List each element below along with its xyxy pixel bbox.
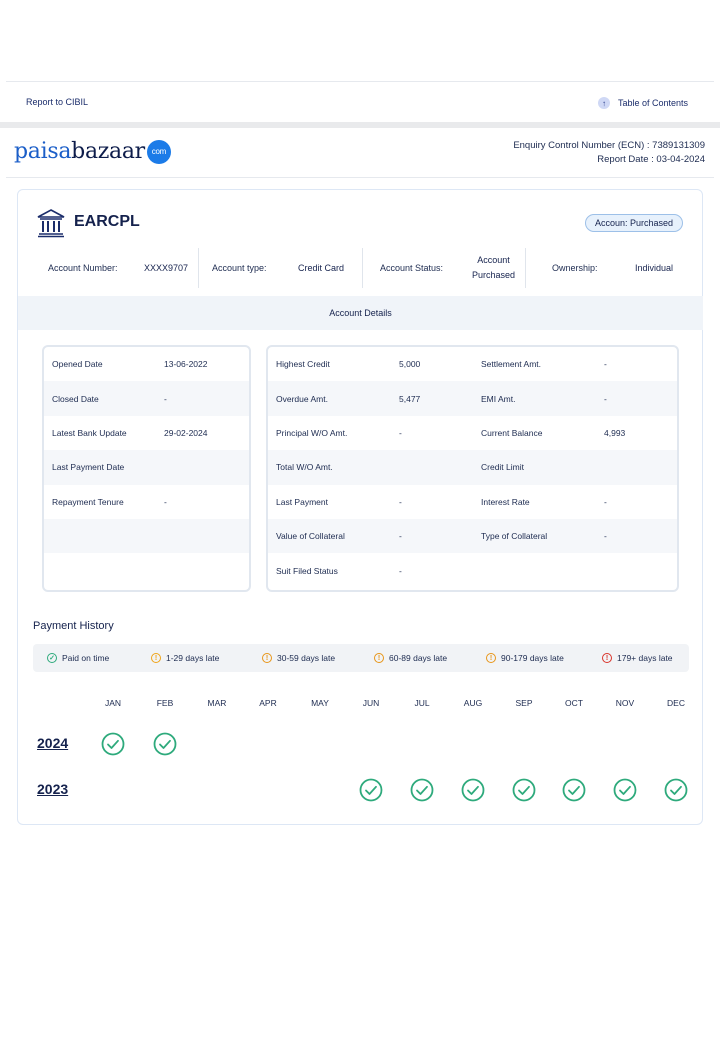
table-row [44,416,249,450]
table-row [268,381,677,415]
top-navigation-bar [6,81,714,123]
bank-icon [36,208,66,238]
detail-value: 5,000 [399,359,421,370]
account-status-label: Account Status: [380,263,444,273]
legend-label: 30-59 days late [277,653,336,663]
legend-label: 179+ days late [617,653,673,663]
detail-value: - [604,393,607,404]
legend-label: 1-29 days late [166,653,220,663]
month-label: JUN [362,698,380,708]
detail-label: Type of Collateral [481,531,548,542]
month-label: MAY [311,698,329,708]
ownership-label: Ownership: [552,263,598,273]
detail-label: Last Payment Date [52,462,125,473]
month-label: APR [259,698,277,708]
account-summary-row [18,248,704,288]
legend-item [262,653,335,663]
report-date: Report Date : 03-04-2024 [597,154,705,165]
detail-label: Closed Date [52,393,99,404]
header-divider [6,177,714,178]
paid-on-time-check-icon [153,732,177,756]
table-of-contents-label: Table of Contents [617,98,688,108]
paid-on-time-check-icon [562,778,586,802]
detail-value: 5,477 [399,393,421,404]
account-card [17,189,703,825]
paid-on-time-check-icon [613,778,637,802]
paid-on-time-check-icon [359,778,383,802]
year-label: 2023 [37,781,69,797]
paid-on-time-check-icon [410,778,434,802]
table-row [268,347,677,381]
detail-label: Credit Limit [481,462,524,473]
month-label: SEP [515,698,533,708]
account-details-heading: Account Details [18,296,703,330]
payment-legend [33,644,689,672]
legend-item [486,653,564,663]
arrow-up-icon: ↑ [598,97,610,109]
detail-label: EMI Amt. [481,393,516,404]
paid-on-time-check-icon [101,732,125,756]
logo-dot-com: com [147,140,171,164]
table-row [268,416,677,450]
month-label: MAR [207,698,227,708]
month-label: DEC [667,698,685,708]
paid-on-time-check-icon [461,778,485,802]
account-number-value: XXXX9707 [144,263,189,273]
month-label: NOV [615,698,635,708]
month-label: OCT [565,698,583,708]
exclamation-circle-icon: ! [151,653,161,663]
table-of-contents-link[interactable] [598,97,688,109]
legend-item [151,653,219,663]
detail-label: Value of Collateral [276,531,345,542]
detail-value: - [604,359,607,370]
detail-label: Last Payment [276,496,328,507]
month-label: JAN [104,698,122,708]
dates-box [42,345,251,592]
detail-value: - [399,565,402,576]
table-row [268,553,677,587]
table-row [44,450,249,484]
exclamation-circle-icon: ! [262,653,272,663]
exclamation-circle-icon: ! [374,653,384,663]
legend-item [374,653,447,663]
report-meta [513,139,705,167]
detail-label: Total W/O Amt. [276,462,333,473]
amounts-box [266,345,679,592]
detail-label: Principal W/O Amt. [276,427,348,438]
legend-item [47,653,109,663]
detail-label: Repayment Tenure [52,496,124,507]
detail-value: 29-02-2024 [164,427,208,438]
detail-label: Opened Date [52,359,103,370]
account-status-value: Account Purchased [472,255,516,280]
account-type-value: Credit Card [298,263,345,273]
exclamation-circle-icon: ! [486,653,496,663]
table-row [268,450,677,484]
payment-history-title: Payment History [33,620,114,632]
table-row [268,519,677,553]
account-type-label: Account type: [212,263,267,273]
lender-name: EARCPL [74,213,140,230]
detail-value: - [399,531,402,542]
exclamation-circle-icon: ! [602,653,612,663]
detail-label: Highest Credit [276,359,330,370]
detail-value: - [399,496,402,507]
month-label: JUL [414,698,430,708]
ownership-value: Individual [635,263,674,273]
legend-label: 60-89 days late [389,653,448,663]
detail-label: Current Balance [481,427,543,438]
detail-label: Settlement Amt. [481,359,541,370]
year-label: 2024 [37,735,69,751]
detail-label: Latest Bank Update [52,427,127,438]
section-divider [0,122,720,128]
legend-label: Paid on time [62,653,110,663]
table-row [44,347,249,381]
detail-value: - [604,531,607,542]
detail-value: - [164,393,167,404]
table-row [44,381,249,415]
table-row [268,485,677,519]
report-to-cibil-link[interactable]: Report to CIBIL [26,97,89,107]
detail-label: Overdue Amt. [276,393,328,404]
ecn-text: Enquiry Control Number (ECN) : 7389131309 [513,140,705,151]
paid-on-time-check-icon [664,778,688,802]
detail-value: 4,993 [604,427,626,438]
detail-value: - [399,427,402,438]
paisabazaar-logo: paisa bazaar com [14,139,171,164]
detail-label: Suit Filed Status [276,565,338,576]
table-row [44,485,249,519]
detail-value: 13-06-2022 [164,359,208,370]
paid-on-time-check-icon [512,778,536,802]
detail-value: - [164,496,167,507]
month-label: AUG [463,698,483,708]
table-row [44,519,249,553]
detail-label: Interest Rate [481,496,530,507]
month-label: FEB [156,698,174,708]
legend-label: 90-179 days late [501,653,564,663]
account-status-badge: Accoun: Purchased [585,214,683,232]
detail-value: - [604,496,607,507]
account-number-label: Account Number: [48,263,118,273]
check-circle-icon: ✓ [47,653,57,663]
legend-item [602,653,673,663]
